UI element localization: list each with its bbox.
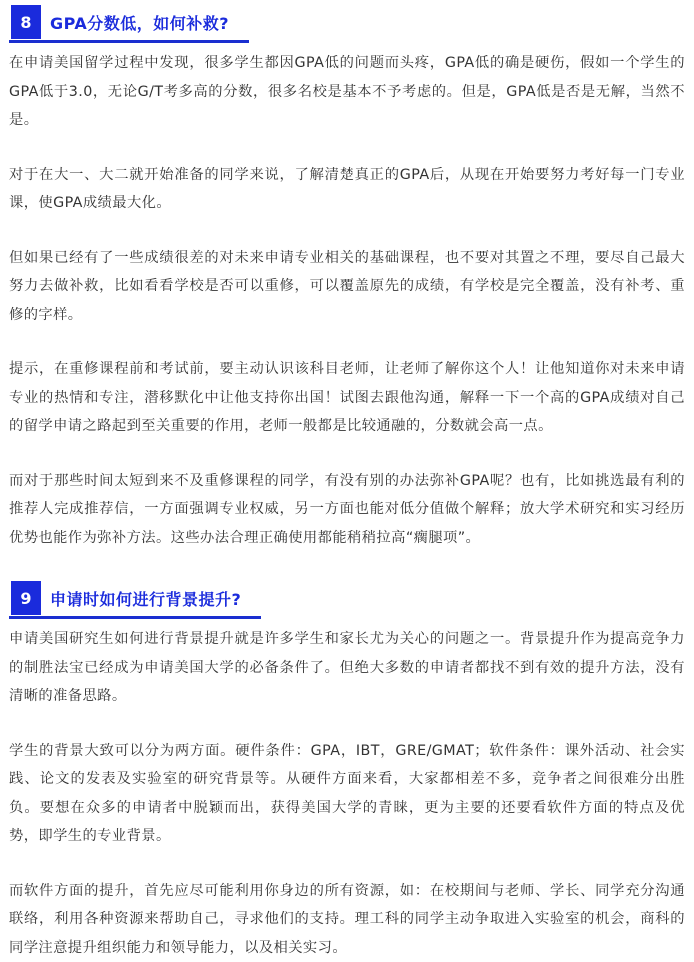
- paragraph: 在申请美国留学过程中发现，很多学生都因GPA低的问题而头疼，GPA低的确是硬伤，假如一个学生的GPA低于3.0，无论G/T考多高的分数，很多名校是基本不予考虑的。但是，GPA低是否是无解，当然不是。: [9, 49, 685, 135]
- paragraph: 学生的背景大致可以分为两方面。硬件条件：GPA，IBT，GRE/GMAT；软件条件：课外活动、社会实践、论文的发表及实验室的研究背景等。从硬件方面来看，大家都相差不多，竞争者之间很难分出胜负。要想在众多的申请者中脱颖而出，获得美国大学的青睐，更为主要的还要看软件方面的特点及优势，即学生的专业背景。: [9, 737, 685, 851]
- section-heading: [9, 2, 249, 43]
- paragraph: 而对于那些时间太短到来不及重修课程的同学，有没有别的办法弥补GPA呢？也有，比如挑选最有利的推荐人完成推荐信，一方面强调专业权威，另一方面也能对低分值做个解释；放大学术研究和实习经历优势也能作为弥补方法。这些办法合理正确使用都能稍稍拉高“瘸腿项”。: [9, 467, 685, 553]
- paragraph: 提示，在重修课程前和考试前，要主动认识该科目老师，让老师了解你这个人！让他知道你对未来申请专业的热情和专注，潜移默化中让他支持你出国！试图去跟他沟通，解释一下一个高的GPA成绩对自己的留学申请之路起到至关重要的作用，老师一般都是比较通融的，分数就会高一点。: [9, 355, 685, 441]
- paragraph: 对于在大一、大二就开始准备的同学来说，了解清楚真正的GPA后，从现在开始要努力考好每一门专业课，使GPA成绩最大化。: [9, 161, 685, 218]
- section-number-badge: 9: [11, 581, 41, 615]
- section-number-badge: 8: [11, 5, 41, 39]
- section-title: 申请时如何进行背景提升?: [50, 587, 241, 610]
- section-heading: [9, 578, 261, 619]
- paragraph: 但如果已经有了一些成绩很差的对未来申请专业相关的基础课程，也不要对其置之不理，要尽自己最大努力去做补救，比如看看学校是否可以重修，可以覆盖原先的成绩，有学校是完全覆盖，没有补考、重修的字样。: [9, 244, 685, 330]
- paragraph: 申请美国研究生如何进行背景提升就是许多学生和家长尤为关心的问题之一。背景提升作为提高竞争力的制胜法宝已经成为申请美国大学的必备条件了。但绝大多数的申请者都找不到有效的提升方法，没有清晰的准备思路。: [9, 625, 685, 711]
- paragraph: 而软件方面的提升，首先应尽可能利用你身边的所有资源，如：在校期间与老师、学长、同学充分沟通联络，利用各种资源来帮助自己，寻求他们的支持。理工科的同学主动争取进入实验室的机会，商科的同学注意提升组织能力和领导能力，以及相关实习。: [9, 877, 685, 962]
- section-9: [9, 578, 685, 962]
- section-title: GPA分数低，如何补救?: [50, 11, 229, 34]
- section-8: [9, 0, 685, 552]
